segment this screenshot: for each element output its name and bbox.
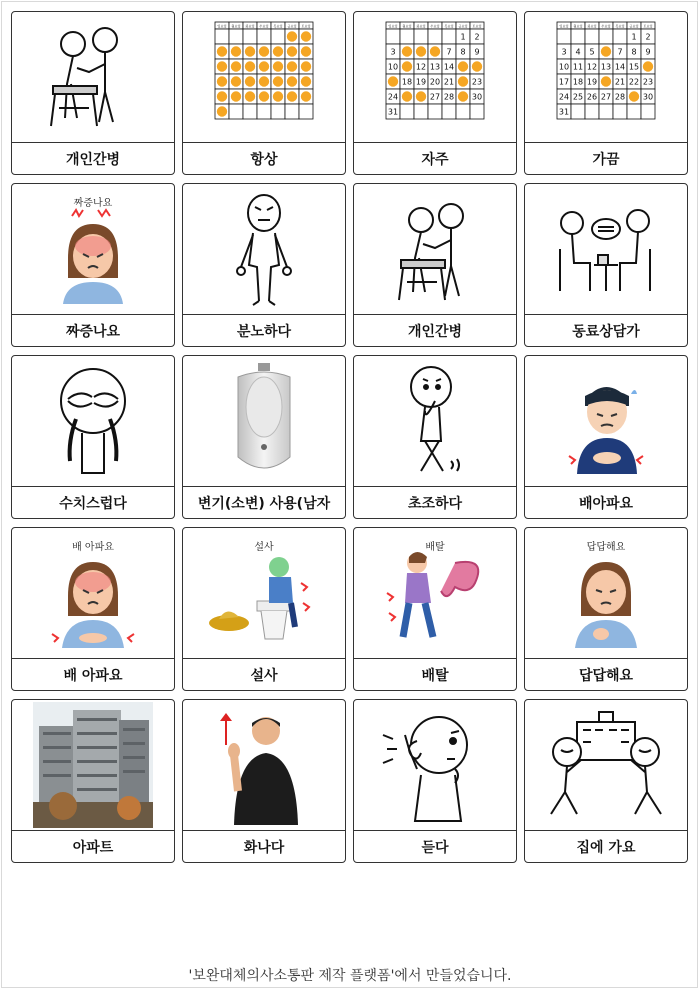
calendar-marked-dot xyxy=(272,61,282,71)
stomachache-boy-icon xyxy=(525,356,686,486)
calendar-day-cell xyxy=(229,104,243,119)
calendar-day-number: 30 xyxy=(471,92,482,102)
card-ashamed[interactable] xyxy=(11,355,175,519)
calendar-weekday-label: 금요일 xyxy=(628,24,639,29)
calendar-weekday-label: 금요일 xyxy=(286,24,297,29)
calendar-marked-dot xyxy=(300,61,310,71)
calendar-day-number: 13 xyxy=(429,62,440,72)
calendar-day-number: 15 xyxy=(628,62,639,72)
calendar-marked-dot xyxy=(216,76,226,86)
calendar-day-cell xyxy=(243,29,257,44)
calendar-day-number: 28 xyxy=(443,92,454,102)
calendar-day-cell xyxy=(271,104,285,119)
calendar-day-cell xyxy=(400,104,414,119)
calendar-marked-dot xyxy=(457,91,467,101)
card-label: 설사 xyxy=(183,658,345,690)
sign-angry-icon xyxy=(183,700,344,830)
calendar-marked-dot xyxy=(244,61,254,71)
calendar-weekday-label: 월요일 xyxy=(572,24,583,29)
calendar-weekday-label: 화요일 xyxy=(415,24,426,29)
calendar-marked-dot xyxy=(286,91,296,101)
card-label: 배탈 xyxy=(354,658,516,690)
card-label: 화나다 xyxy=(183,830,345,862)
calendar-marked-dot xyxy=(272,91,282,101)
calendar-day-number: 10 xyxy=(558,62,569,72)
calendar-day-number: 14 xyxy=(614,62,625,72)
calendar-day-number: 31 xyxy=(387,107,398,117)
calendar-day-cell xyxy=(400,29,414,44)
card-stomachache-girl[interactable] xyxy=(11,527,175,691)
calendar-day-cell xyxy=(571,29,585,44)
calendar-day-number: 26 xyxy=(586,92,597,102)
calendar-marked-dot xyxy=(286,46,296,56)
calendar-day-number: 18 xyxy=(401,77,412,87)
card-grid xyxy=(11,11,688,863)
card-label: 배아파요 xyxy=(525,486,687,518)
calendar-marked-dot xyxy=(429,46,439,56)
calendar-day-cell xyxy=(285,104,299,119)
calendar-day-number: 21 xyxy=(614,77,625,87)
card-label: 동료상담가 xyxy=(525,314,687,346)
calendar-day-number: 7 xyxy=(616,47,623,57)
calendar-day-cell xyxy=(442,104,456,119)
calendar-day-cell xyxy=(470,104,484,119)
calendar-marked-dot xyxy=(401,61,411,71)
calendar-day-number: 1 xyxy=(630,32,637,42)
calendar-day-number: 25 xyxy=(572,92,583,102)
calendar-day-cell xyxy=(229,29,243,44)
calendar-weekday-label: 화요일 xyxy=(244,24,255,29)
go-home-icon xyxy=(525,700,686,830)
card-frustrated[interactable] xyxy=(524,527,688,691)
calendar-marked-dot xyxy=(471,61,481,71)
calendar-day-number: 27 xyxy=(600,92,611,102)
calendar-day-number: 11 xyxy=(572,62,583,72)
card-caregiver[interactable] xyxy=(11,11,175,175)
card-label: 항상 xyxy=(183,142,345,174)
card-sign-angry[interactable] xyxy=(182,699,346,863)
card-annoyed[interactable] xyxy=(11,183,175,347)
calendar-marked-dot xyxy=(286,61,296,71)
calendar-marked-dot xyxy=(286,76,296,86)
calendar-marked-dot xyxy=(300,46,310,56)
card-label: 집에 가요 xyxy=(525,830,687,862)
calendar-day-number: 20 xyxy=(429,77,440,87)
calendar-marked-dot xyxy=(628,91,638,101)
card-always[interactable] xyxy=(182,11,346,175)
card-sometimes[interactable] xyxy=(524,11,688,175)
calendar-day-number: 9 xyxy=(644,47,651,57)
calendar-marked-dot xyxy=(600,76,610,86)
footer-credit: '보완대체의사소통판 제작 플랫폼'에서 만들었습니다. xyxy=(188,968,512,984)
calendar-day-number: 21 xyxy=(443,77,454,87)
card-urinal[interactable] xyxy=(182,355,346,519)
calendar-marked-dot xyxy=(230,91,240,101)
calendar-marked-dot xyxy=(457,76,467,86)
calendar-day-cell xyxy=(585,104,599,119)
calendar-day-cell xyxy=(599,104,613,119)
calendar-day-cell xyxy=(414,104,428,119)
calendar-marked-dot xyxy=(642,61,652,71)
calendar-day-number: 23 xyxy=(471,77,482,87)
calendar-day-number: 23 xyxy=(642,77,653,87)
listen-icon xyxy=(354,700,515,830)
calendar-marked-dot xyxy=(457,61,467,71)
card-label: 듣다 xyxy=(354,830,516,862)
card-caption: 설사 xyxy=(254,542,274,553)
calendar-day-number: 19 xyxy=(586,77,597,87)
calendar-day-cell xyxy=(585,29,599,44)
caregiver-icon xyxy=(12,12,173,142)
diarrhea-icon xyxy=(183,528,344,658)
calendar-day-cell xyxy=(456,104,470,119)
card-angry[interactable] xyxy=(182,183,346,347)
calendar-day-number: 27 xyxy=(429,92,440,102)
nervous-icon xyxy=(354,356,515,486)
card-label: 수치스럽다 xyxy=(12,486,174,518)
calendar-weekday-label: 수요일 xyxy=(600,24,611,29)
calendar-marked-dot xyxy=(415,91,425,101)
calendar-day-number: 4 xyxy=(574,47,581,57)
card-nervous[interactable] xyxy=(353,355,517,519)
card-label: 가끔 xyxy=(525,142,687,174)
calendar-day-cell xyxy=(271,29,285,44)
upset-stomach-icon xyxy=(354,528,515,658)
calendar-marked-dot xyxy=(244,76,254,86)
calendar-marked-dot xyxy=(258,76,268,86)
calendar-day-number: 3 xyxy=(389,47,396,57)
peer-counselor-icon xyxy=(525,184,686,314)
calendar-day-number: 12 xyxy=(415,62,426,72)
card-caption: 답답해요 xyxy=(586,542,626,553)
calendar-day-number: 9 xyxy=(473,47,480,57)
apartment-icon xyxy=(12,700,173,830)
calendar-day-number: 12 xyxy=(586,62,597,72)
calendar-day-number: 17 xyxy=(558,77,569,87)
calendar-marked-dot xyxy=(258,46,268,56)
calendar-always-icon xyxy=(183,12,344,142)
calendar-day-number: 18 xyxy=(572,77,583,87)
card-peer-counselor[interactable] xyxy=(524,183,688,347)
card-label: 분노하다 xyxy=(183,314,345,346)
card-often[interactable] xyxy=(353,11,517,175)
calendar-day-number: 5 xyxy=(588,47,595,57)
card-label: 짜증나요 xyxy=(12,314,174,346)
calendar-marked-dot xyxy=(244,91,254,101)
calendar-marked-dot xyxy=(300,76,310,86)
caregiver-icon xyxy=(354,184,515,314)
card-label: 답답해요 xyxy=(525,658,687,690)
calendar-day-number: 31 xyxy=(558,107,569,117)
calendar-marked-dot xyxy=(401,46,411,56)
calendar-marked-dot xyxy=(216,61,226,71)
calendar-day-cell xyxy=(599,29,613,44)
calendar-day-number: 22 xyxy=(628,77,639,87)
card-caregiver-2[interactable] xyxy=(353,183,517,347)
calendar-day-cell xyxy=(613,29,627,44)
card-label: 변기(소변) 사용(남자 xyxy=(183,486,345,518)
calendar-day-number: 2 xyxy=(644,32,651,42)
card-label: 초조하다 xyxy=(354,486,516,518)
card-label: 자주 xyxy=(354,142,516,174)
calendar-day-cell xyxy=(414,29,428,44)
calendar-weekday-label: 토요일 xyxy=(642,24,653,29)
calendar-weekday-label: 토요일 xyxy=(471,24,482,29)
calendar-day-cell xyxy=(613,104,627,119)
calendar-sometimes-icon xyxy=(525,12,686,142)
ashamed-icon xyxy=(12,356,173,486)
calendar-day-number: 28 xyxy=(614,92,625,102)
calendar-day-cell xyxy=(386,29,400,44)
calendar-marked-dot xyxy=(272,46,282,56)
card-caption: 짜증나요 xyxy=(73,198,113,209)
calendar-day-number: 7 xyxy=(445,47,452,57)
frustrated-girl-icon xyxy=(525,528,686,658)
calendar-marked-dot xyxy=(286,31,296,41)
calendar-weekday-label: 수요일 xyxy=(429,24,440,29)
calendar-day-number: 2 xyxy=(473,32,480,42)
calendar-marked-dot xyxy=(230,76,240,86)
calendar-day-cell xyxy=(428,29,442,44)
calendar-marked-dot xyxy=(387,76,397,86)
calendar-day-number: 1 xyxy=(459,32,466,42)
calendar-day-number: 10 xyxy=(387,62,398,72)
calendar-day-cell xyxy=(257,104,271,119)
calendar-day-number: 13 xyxy=(600,62,611,72)
calendar-marked-dot xyxy=(600,46,610,56)
calendar-marked-dot xyxy=(230,46,240,56)
calendar-day-number: 24 xyxy=(558,92,569,102)
calendar-marked-dot xyxy=(300,31,310,41)
card-upset-stomach[interactable] xyxy=(353,527,517,691)
card-label: 아파트 xyxy=(12,830,174,862)
calendar-day-cell xyxy=(257,29,271,44)
calendar-marked-dot xyxy=(258,91,268,101)
card-label: 개인간병 xyxy=(12,142,174,174)
calendar-marked-dot xyxy=(300,91,310,101)
calendar-day-cell xyxy=(641,104,655,119)
calendar-day-number: 14 xyxy=(443,62,454,72)
calendar-day-number: 30 xyxy=(642,92,653,102)
calendar-day-number: 19 xyxy=(415,77,426,87)
urinal-icon xyxy=(183,356,344,486)
calendar-weekday-label: 월요일 xyxy=(401,24,412,29)
calendar-day-cell xyxy=(215,29,229,44)
calendar-day-cell xyxy=(243,104,257,119)
calendar-day-number: 8 xyxy=(459,47,466,57)
calendar-day-cell xyxy=(442,29,456,44)
calendar-weekday-label: 토요일 xyxy=(300,24,311,29)
calendar-marked-dot xyxy=(216,91,226,101)
card-caption: 배탈 xyxy=(425,542,445,553)
card-label: 배 아파요 xyxy=(12,658,174,690)
card-go-home[interactable] xyxy=(524,699,688,863)
calendar-marked-dot xyxy=(415,46,425,56)
calendar-day-number: 24 xyxy=(387,92,398,102)
calendar-often-icon xyxy=(354,12,515,142)
calendar-weekday-label: 목요일 xyxy=(272,24,283,29)
calendar-day-cell xyxy=(571,104,585,119)
calendar-marked-dot xyxy=(258,61,268,71)
calendar-day-number: 8 xyxy=(630,47,637,57)
annoyed-girl-icon xyxy=(12,184,173,314)
calendar-weekday-label: 목요일 xyxy=(443,24,454,29)
card-listen[interactable] xyxy=(353,699,517,863)
calendar-day-cell xyxy=(299,104,313,119)
card-label: 개인간병 xyxy=(354,314,516,346)
calendar-day-cell xyxy=(627,104,641,119)
card-stomachache-boy[interactable] xyxy=(524,355,688,519)
calendar-weekday-label: 일요일 xyxy=(387,24,398,29)
stomachache-girl-icon xyxy=(12,528,173,658)
calendar-marked-dot xyxy=(216,46,226,56)
card-apartment[interactable] xyxy=(11,699,175,863)
calendar-weekday-label: 목요일 xyxy=(614,24,625,29)
card-caption: 배 아파요 xyxy=(72,542,114,553)
calendar-marked-dot xyxy=(216,106,226,116)
calendar-marked-dot xyxy=(401,91,411,101)
calendar-marked-dot xyxy=(272,76,282,86)
calendar-weekday-label: 화요일 xyxy=(586,24,597,29)
calendar-marked-dot xyxy=(230,61,240,71)
calendar-weekday-label: 일요일 xyxy=(558,24,569,29)
calendar-day-cell xyxy=(557,29,571,44)
calendar-day-number: 3 xyxy=(560,47,567,57)
calendar-weekday-label: 금요일 xyxy=(457,24,468,29)
angry-figure-icon xyxy=(183,184,344,314)
calendar-weekday-label: 월요일 xyxy=(230,24,241,29)
calendar-day-cell xyxy=(428,104,442,119)
calendar-marked-dot xyxy=(244,46,254,56)
calendar-weekday-label: 일요일 xyxy=(216,24,227,29)
card-diarrhea[interactable] xyxy=(182,527,346,691)
calendar-weekday-label: 수요일 xyxy=(258,24,269,29)
